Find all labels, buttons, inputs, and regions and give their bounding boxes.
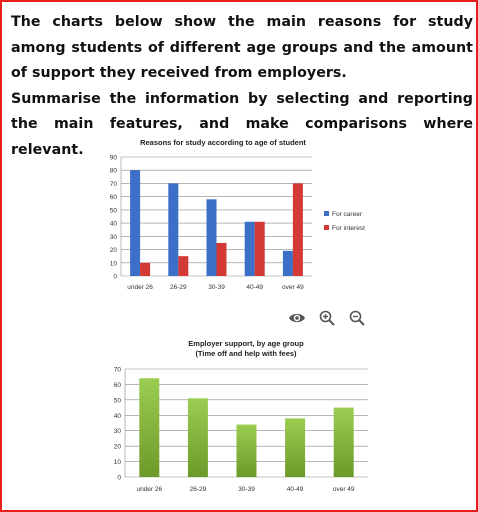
prompt-paragraph-summarise: Summarise the information by selecting and reporting the main features, and make comparisons where relevant.: [11, 90, 473, 158]
chart2-subtitle: (Time off and help with fees): [195, 349, 297, 358]
chart2-x-tick-label: over 49: [332, 486, 355, 493]
chart2-x-tick-label: 30-39: [238, 486, 255, 493]
chart1-title: Reasons for study according to age of student: [140, 138, 306, 147]
chart2-x-tick-label: under 26: [136, 486, 163, 493]
chart1-legend-label: For interest: [332, 225, 365, 232]
chart2-y-tick-label: 70: [113, 366, 121, 374]
chart1-y-tick-label: 70: [109, 180, 117, 188]
chart2-bar: [188, 398, 208, 477]
chart1-x-tick-label: under 26: [127, 284, 153, 291]
chart2-y-tick-label: 30: [113, 428, 121, 436]
chart2-y-tick-label: 10: [113, 459, 121, 467]
chart1-y-tick-label: 10: [109, 260, 117, 268]
chart1-y-tick-label: 50: [109, 207, 117, 215]
chart2-bar: [237, 425, 257, 477]
chart2-title: Employer support, by age group: [188, 339, 304, 348]
chart2-x-tick-label: 26-29: [189, 486, 207, 493]
chart1-x-tick-label: over 49: [282, 284, 304, 291]
chart2-y-tick-label: 40: [113, 412, 121, 420]
chart1-x-tick-label: 30-39: [208, 284, 225, 291]
chart1-legend-label: For career: [332, 211, 362, 218]
chart1-y-tick-label: 90: [109, 154, 117, 162]
chart1-y-tick-label: 20: [109, 247, 117, 255]
prompt-paragraph-charts: The charts below show the main reasons for study among students of different age groups and the amount of support they received from employers.: [11, 14, 473, 81]
chart1-y-tick-label: 40: [109, 220, 117, 228]
chart2-y-tick-label: 60: [113, 381, 121, 389]
chart2-y-tick-label: 0: [117, 474, 121, 482]
chart1-y-tick-label: 0: [113, 273, 117, 281]
chart2-bar: [334, 408, 354, 477]
chart2-bar: [139, 378, 159, 477]
chart1-y-tick-label: 60: [109, 194, 117, 202]
chart1-y-tick-label: 80: [109, 167, 117, 175]
chart2-y-tick-label: 20: [113, 443, 121, 451]
chart2-y-tick-label: 50: [113, 397, 121, 405]
chart1-y-tick-label: 30: [109, 233, 117, 241]
chart2-x-tick-label: 40-49: [286, 486, 304, 493]
chart1-x-tick-label: 26-29: [169, 284, 187, 291]
chart2-bar: [285, 418, 305, 477]
chart1-x-tick-label: 40-49: [246, 284, 264, 291]
